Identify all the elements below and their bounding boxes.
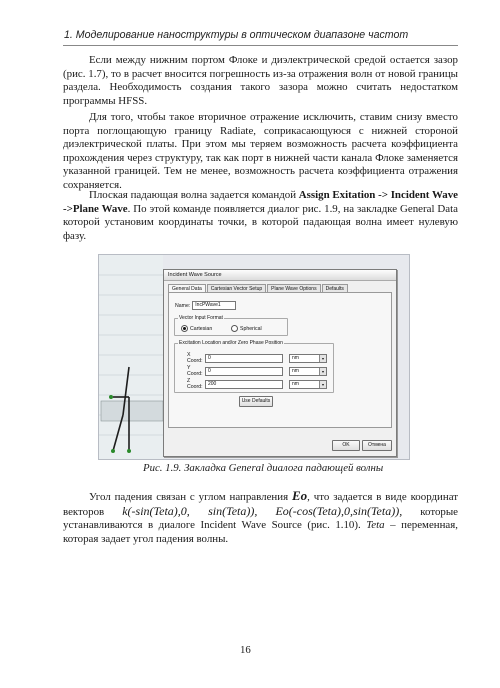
paragraph-4-text-b: , что задается в виде координат векторов (63, 491, 459, 518)
z-unit-value: nm (292, 380, 299, 387)
paragraph-3-command: Assign Exitation -> Incident Wave ->Plane Wave (63, 189, 458, 215)
name-label: Name: (175, 302, 191, 309)
paragraph-4-text-c: которые устанавливаются в диалоге Incident Wave Source (рис. 1.10). (63, 505, 458, 532)
paragraph-4-text-a: Угол падения связан с углом направления (89, 491, 292, 503)
figure-caption: Рис. 1.9. Закладка General диалога падающей волны (143, 462, 384, 474)
paragraph-4-eo: Eo (292, 488, 308, 503)
paragraph-3-text-a: Плоская падающая волна задается командой (89, 189, 299, 201)
radio-spherical-label: Spherical (240, 325, 262, 332)
paragraph-4-eo-vector: Eo(-cos(Teta),0,sin(Teta)), (275, 503, 403, 518)
page-number: 16 (240, 644, 251, 656)
tab-plane-wave-options[interactable]: Plane Wave Options (267, 284, 320, 293)
excitation-label: Excitation Location and/or Zero Phase Position (179, 340, 283, 346)
paragraph-4-text-d: – переменная, которая задает угол падения волны. (63, 519, 459, 545)
radio-cartesian[interactable] (181, 325, 188, 332)
paragraph-3-text-c: . По этой команде появляется диалог рис. 1.9, на закладке General Data которой установим координаты точки, в которой падающая волна имеет нулевую фазу. (63, 202, 458, 242)
vector-format-label: Vector Input Format (179, 315, 223, 321)
y-coord-label: Y Coord: (187, 365, 203, 377)
radio-cartesian-row[interactable] (181, 325, 212, 332)
paragraph-1-text: Если между нижним портом Флоке и диэлектрической средой остается зазор (рис. 1.7), то в расчет вносится погрешность из-за отражения волн от новой границы раздела. Необходимость создания такого зазора можно считать недостатком программы HFSS. (63, 54, 458, 107)
z-coord-input[interactable]: 200 (205, 380, 283, 389)
y-coord-row (187, 365, 327, 377)
vector-format-group (174, 315, 288, 336)
running-header: 1. Моделирование наноструктуры в оптическом диапазоне частот (64, 29, 409, 41)
radio-spherical-row[interactable] (231, 325, 262, 332)
paragraph-3 (63, 189, 458, 243)
z-coord-row (187, 378, 327, 390)
use-defaults-button[interactable]: Use Defaults (239, 396, 273, 407)
model-wireframe-icon (99, 255, 163, 459)
x-coord-label: X Coord: (187, 352, 203, 364)
paragraph-4-teta: Teta (366, 519, 385, 532)
paragraph-4 (63, 489, 458, 546)
x-unit-value: nm (292, 354, 299, 361)
figure-1-9 (98, 254, 410, 460)
tab-cartesian-vector-setup[interactable]: Cartesian Vector Setup (207, 284, 266, 293)
x-coord-input[interactable]: 0 (205, 354, 283, 363)
incident-wave-dialog (163, 269, 397, 457)
tab-defaults[interactable]: Defaults (322, 284, 348, 293)
x-coord-row (187, 352, 327, 364)
radio-spherical[interactable] (231, 325, 238, 332)
background-model-view (99, 255, 163, 459)
header-rule (63, 45, 458, 46)
radio-cartesian-label: Cartesian (190, 325, 213, 332)
cancel-button[interactable]: Отмена (362, 440, 392, 451)
y-unit-select[interactable] (289, 367, 327, 376)
z-coord-label: Z Coord: (187, 378, 203, 390)
paragraph-2-text: Для того, чтобы такое вторичное отражение исключить, ставим снизу вместо порта поглощающую границу Radiate, соприкасающуюся с нижней стороной диэлектрической платы. При этом мы теряем возможность расчета коэффициента прохождения через структуру, так как порт в нижней части канала Флоке заменяется указанной границей. Тем не менее, возможность расчета коэффициента отражения сохраняется. (63, 111, 458, 191)
x-unit-select[interactable] (289, 354, 327, 363)
dropdown-arrow-icon: ▾ (319, 381, 326, 388)
name-input[interactable]: IncPWave1 (192, 301, 236, 310)
paragraph-1 (63, 54, 458, 108)
paragraph-2 (63, 111, 458, 193)
dropdown-arrow-icon: ▾ (319, 368, 326, 375)
dropdown-arrow-icon: ▾ (319, 355, 326, 362)
y-coord-input[interactable]: 0 (205, 367, 283, 376)
general-data-panel (168, 292, 392, 428)
z-unit-select[interactable] (289, 380, 327, 389)
name-row (175, 301, 236, 310)
tab-general-data[interactable]: General Data (168, 284, 206, 293)
excitation-group (174, 340, 334, 393)
paragraph-4-k-vector: k(-sin(Teta),0, sin(Teta)), (122, 503, 258, 518)
ok-button[interactable]: OK (332, 440, 360, 451)
dialog-title: Incident Wave Source (164, 270, 396, 281)
y-unit-value: nm (292, 367, 299, 374)
